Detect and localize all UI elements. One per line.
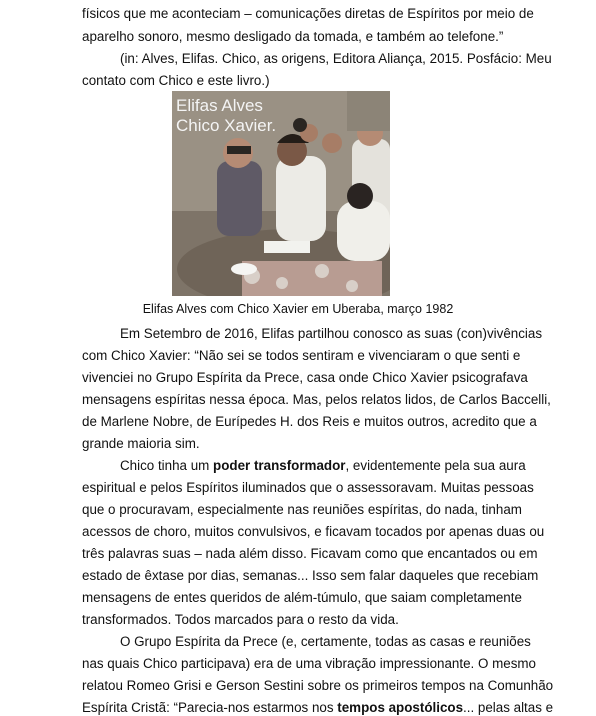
photo-overlay-text: Elifas Alves bbox=[176, 96, 263, 115]
paragraph-line: transformados. Todos marcados para o resto da vida. bbox=[82, 612, 399, 627]
bold-phrase: poder transformador bbox=[213, 458, 346, 473]
paragraph-line: espiritual e pelos Espíritos iluminados que o assessoravam. Muitas pessoas bbox=[82, 480, 534, 495]
quote-line: físicos que me aconteciam – comunicações diretas de Espíritos por meio de bbox=[82, 6, 534, 21]
paragraph-line: estado de êxtase por dias, semanas... Isso sem falar daqueles que recebiam bbox=[82, 568, 539, 583]
paragraph-line: mensagens espíritas nessa época. Mas, pelos relatos lidos, de Carlos Baccelli, bbox=[82, 392, 551, 407]
text-run: , evidentemente pela sua aura bbox=[345, 458, 526, 473]
photo-overlay-text: Chico Xavier. bbox=[176, 116, 277, 135]
text-run: Chico tinha um bbox=[120, 458, 214, 473]
paragraph-line: Em Setembro de 2016, Elifas partilhou conosco as suas (con)vivências bbox=[120, 326, 543, 341]
text-run: ... pelas altas e bbox=[463, 700, 554, 715]
citation-line: contato com Chico e este livro.) bbox=[82, 73, 270, 88]
paragraph-line: acessos de choro, muitos convulsivos, e ficavam tocados por apenas duas ou bbox=[82, 524, 545, 539]
paragraph-line: nas quais Chico participava) era de uma vibração impressionante. O mesmo bbox=[82, 656, 537, 671]
paragraph-line: três palavras suas – nada além disso. Ficavam como que encantados ou em bbox=[82, 546, 538, 561]
historical-photo bbox=[172, 91, 390, 296]
paragraph-line: relatou Romeo Grisi e Gerson Sestini sobre os primeiros tempos na Comunhão bbox=[82, 678, 554, 693]
paragraph-line: com Chico Xavier: “Não sei se todos sentiram e vivenciaram o que senti e bbox=[82, 348, 521, 363]
paragraph-line: de Marlene Nobre, de Eurípedes H. dos Reis e muitos outros, acredito que a bbox=[82, 414, 537, 429]
paragraph-line: O Grupo Espírita da Prece (e, certamente, todas as casas e reuniões bbox=[120, 634, 531, 649]
quote-line: aparelho sonoro, mesmo desligado da tomada, e também ao telefone.” bbox=[82, 29, 504, 44]
paragraph-line bbox=[120, 458, 526, 474]
paragraph-line: mensagens de entes queridos de além-túmulo, que saiam completamente bbox=[82, 590, 522, 605]
paragraph-line: que o procuravam, especialmente nas reuniões espíritas, do nada, tinham bbox=[82, 502, 522, 517]
citation-line: (in: Alves, Elifas. Chico, as origens, Editora Aliança, 2015. Posfácio: Meu bbox=[120, 51, 552, 66]
paragraph-line bbox=[82, 700, 554, 716]
paragraph-line: vivenciei no Grupo Espírita da Prece, casa onde Chico Xavier psicografava bbox=[82, 370, 528, 385]
paragraph-line: grande maioria sim. bbox=[82, 436, 200, 451]
text-run: Espírita Cristã: “Parecia-nos estarmos nos bbox=[82, 700, 338, 715]
photo-caption: Elifas Alves com Chico Xavier em Uberaba, março 1982 bbox=[142, 302, 454, 316]
bold-phrase: tempos apostólicos bbox=[337, 700, 464, 715]
